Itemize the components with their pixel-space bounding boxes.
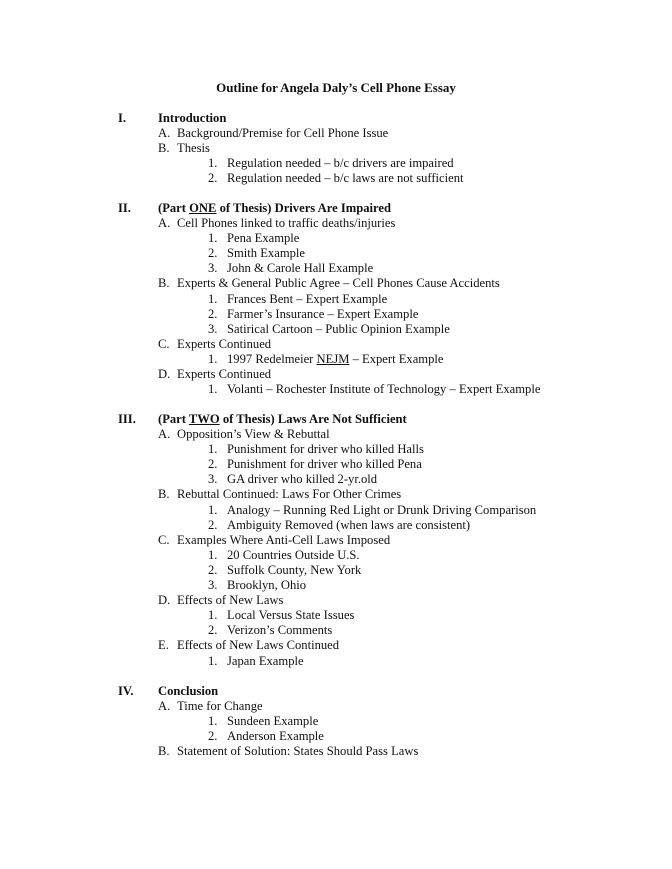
subitem-marker: 1. [208,608,218,623]
heading-text-rest: of Thesis) Laws Are Not Sufficient [219,412,407,426]
item-marker: D. [158,593,171,608]
subitem-marker: 1. [208,351,218,366]
subitem-text [227,352,444,367]
outline-subitem [0,442,672,457]
subitem-text: Regulation needed – b/c laws are not sufficient [227,171,464,186]
outline-subitem [0,261,672,276]
item-marker: B. [158,276,170,291]
section-heading [158,412,407,427]
subitem-marker: 2. [208,246,218,261]
item-marker: A. [158,427,171,442]
outline-subitem [0,548,672,563]
section-heading [158,201,391,216]
outline-subitem [0,518,672,533]
outline-subitem [0,322,672,337]
item-text: Time for Change [177,699,263,714]
subitem-marker: 2. [208,517,218,532]
subitem-text: Local Versus State Issues [227,608,355,623]
subitem-text: Sundeen Example [227,714,319,729]
subitem-text: Ambiguity Removed (when laws are consistent) [227,517,471,532]
subitem-text-part: 1997 Redelmeier [227,351,317,366]
outline-item [0,593,672,608]
section-numeral: I. [118,111,127,125]
subitem-marker: 1. [208,382,218,397]
outline-subitem [0,156,672,171]
subitem-text: 20 Countries Outside U.S. [227,547,360,562]
outline-item [0,337,672,352]
item-marker: B. [158,141,170,156]
subitem-marker: 3. [208,578,218,593]
subitem-marker: 3. [208,321,218,336]
item-text: Examples Where Anti-Cell Laws Imposed [177,532,391,547]
item-text: Statement of Solution: States Should Pass Laws [177,744,419,759]
outline-item [0,216,672,231]
subitem-underlined-text: NEJM [316,351,350,366]
subitem-marker: 1. [208,547,218,562]
item-text: Experts & General Public Agree – Cell Phones Cause Accidents [177,276,500,291]
document-title: Outline for Angela Daly’s Cell Phone Essay [216,80,456,95]
section-items [0,126,672,186]
subitem-text: Regulation needed – b/c drivers are impaired [227,156,454,171]
item-marker: D. [158,367,171,382]
subitem-text: John & Carole Hall Example [227,261,374,276]
subitem-text: Punishment for driver who killed Halls [227,442,424,457]
subitem-text: Frances Bent – Expert Example [227,291,388,306]
subitem-text: Brooklyn, Ohio [227,578,307,593]
subitem-text: Farmer’s Insurance – Expert Example [227,306,419,321]
section-heading [158,684,218,699]
subitem-text: Anderson Example [227,729,324,744]
subitem-marker: 3. [208,472,218,487]
heading-text: (Part [158,412,189,426]
outline-subitem [0,608,672,623]
outline-item [0,638,672,653]
heading-text-rest: of Thesis) Drivers Are Impaired [216,201,391,215]
item-marker: B. [158,487,170,502]
subitem-marker: 2. [208,457,218,472]
item-text: Cell Phones linked to traffic deaths/injuries [177,216,396,231]
outline-subitem [0,292,672,307]
heading-text: Conclusion [158,684,219,698]
outline-item [0,141,672,156]
outline-subitem [0,246,672,261]
subitem-marker: 2. [208,729,218,744]
subitem-text: Volanti – Rochester Institute of Technology – Expert Example [227,382,541,397]
subitem-marker: 1. [208,502,218,517]
item-text: Thesis [177,141,210,156]
item-marker: A. [158,126,171,141]
item-marker: C. [158,532,170,547]
outline-item [0,276,672,291]
heading-underlined-text: ONE [189,201,217,215]
subitem-text: Satirical Cartoon – Public Opinion Example [227,321,450,336]
heading-text: Introduction [158,111,227,125]
outline-subitem [0,457,672,472]
subitem-marker: 3. [208,261,218,276]
subitem-marker: 2. [208,171,218,186]
outline-subitem [0,472,672,487]
outline-item [0,367,672,382]
subitem-text: Pena Example [227,231,300,246]
item-text: Rebuttal Continued: Laws For Other Crimes [177,487,402,502]
outline-subitem [0,503,672,518]
item-text: Experts Continued [177,367,272,382]
outline-item [0,427,672,442]
outline-subitem [0,714,672,729]
outline-subitem [0,231,672,246]
section-items [0,216,672,397]
outline-subitem [0,623,672,638]
heading-text: (Part [158,201,190,215]
outline-subitem [0,171,672,186]
subitem-marker: 1. [208,442,218,457]
subitem-marker: 1. [208,156,218,171]
subitem-marker: 2. [208,562,218,577]
section-numeral: II. [118,201,131,215]
subitem-marker: 2. [208,306,218,321]
outline-subitem [0,307,672,322]
outline-item [0,699,672,714]
heading-underlined-text: TWO [188,412,220,426]
outline-item [0,487,672,502]
subitem-marker: 1. [208,653,218,668]
subitem-text: Smith Example [227,246,306,261]
item-text: Background/Premise for Cell Phone Issue [177,126,389,141]
outline-subitem [0,382,672,397]
subitem-text: Japan Example [227,653,304,668]
subitem-text: Suffolk County, New York [227,562,362,577]
outline-subitem [0,654,672,669]
outline-subitem [0,729,672,744]
subitem-marker: 1. [208,231,218,246]
subitem-text: Verizon’s Comments [227,623,333,638]
outline-subitem [0,352,672,367]
section-numeral: IV. [118,684,134,698]
item-text: Opposition’s View & Rebuttal [177,427,330,442]
outline-subitem [0,578,672,593]
outline-item [0,744,672,759]
subitem-text: GA driver who killed 2-yr.old [227,472,378,487]
subitem-text: Analogy – Running Red Light or Drunk Driving Comparison [227,502,537,517]
section-numeral: III. [118,412,136,426]
item-marker: A. [158,216,171,231]
subitem-text-rest: – Expert Example [349,351,444,366]
item-marker: B. [158,744,170,759]
subitem-text: Punishment for driver who killed Pena [227,457,422,472]
subitem-marker: 1. [208,291,218,306]
subitem-marker: 2. [208,623,218,638]
subitem-marker: 1. [208,714,218,729]
item-marker: C. [158,336,170,351]
section-items [0,699,672,759]
item-text: Effects of New Laws Continued [177,638,340,653]
item-marker: A. [158,699,171,714]
item-marker: E. [158,638,169,653]
outline-item [0,126,672,141]
outline-item [0,533,672,548]
section-heading [158,111,226,126]
item-text: Effects of New Laws [177,593,284,608]
outline-subitem [0,563,672,578]
section-items [0,427,672,669]
item-text: Experts Continued [177,336,272,351]
